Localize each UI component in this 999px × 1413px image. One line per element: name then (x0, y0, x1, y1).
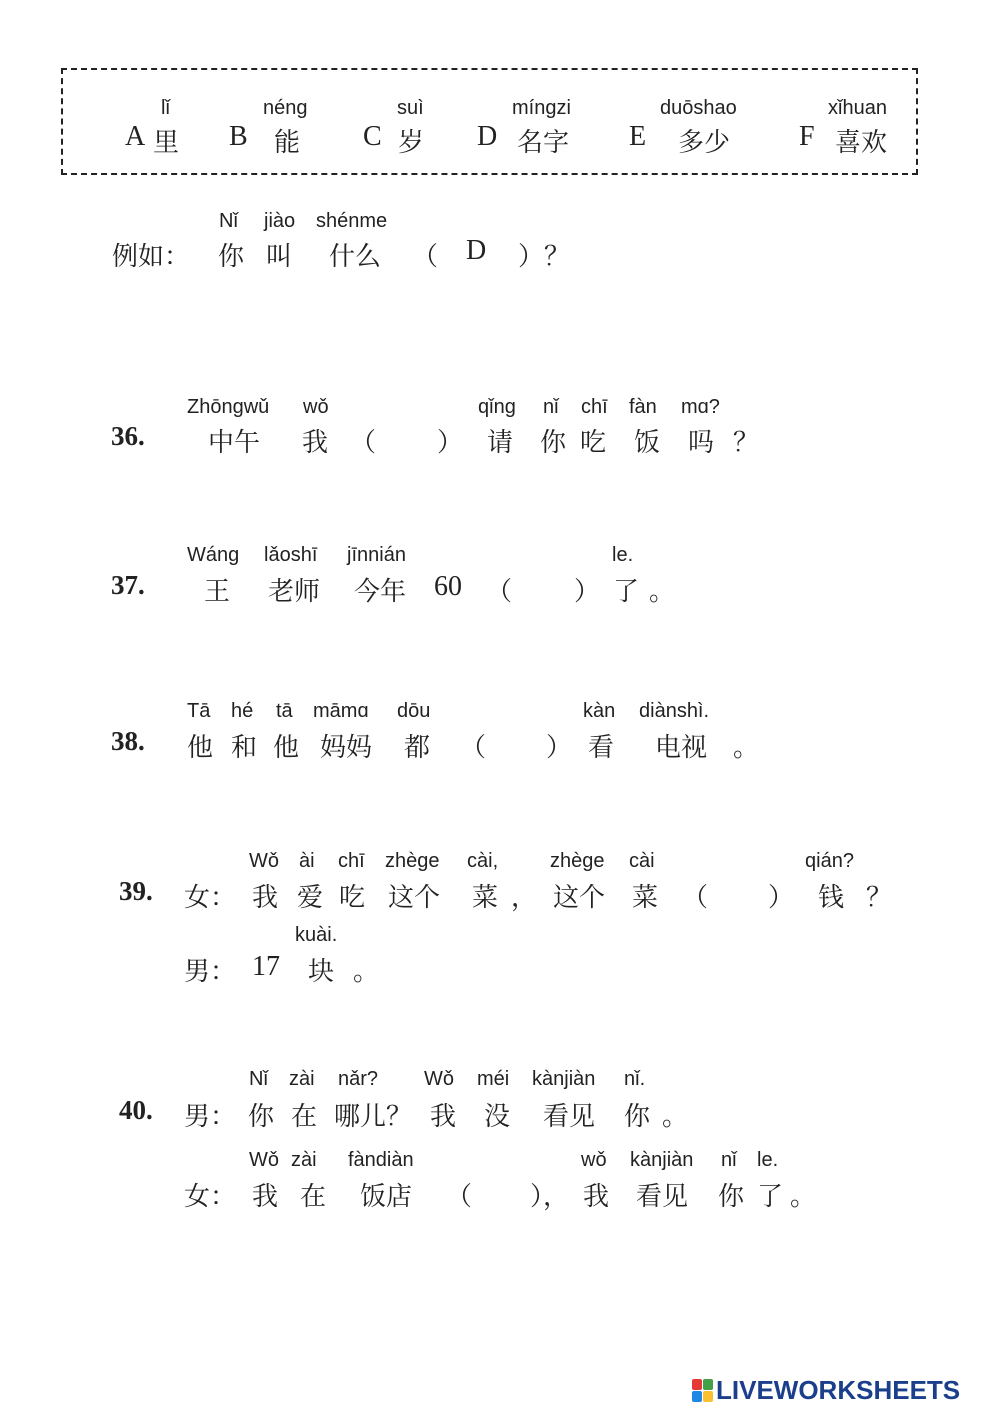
q39-pinyin-7: cài (629, 850, 655, 872)
q40-hanzi-11: 我 (583, 1182, 610, 1212)
q40-pinyin-10: fàndiàn (348, 1149, 414, 1171)
word-bank-pinyin-d: míngzi (512, 97, 571, 119)
q40-close-paren: ）， (530, 1182, 570, 1212)
q40-number: 40. (119, 1095, 153, 1125)
q36-pinyin-7: mɑ? (681, 396, 720, 418)
q40-hanzi-2: 在 (291, 1102, 318, 1132)
q39-pinyin-4: zhège (385, 850, 440, 872)
q36-hanzi-7: 吗 (688, 428, 715, 458)
q38-pinyin-6: kàn (583, 700, 616, 722)
example-open-paren: （ (412, 242, 439, 272)
q39-pinyin-1: Wǒ (249, 850, 279, 872)
q38-hanzi-3: 他 (273, 733, 300, 763)
example-pinyin-3: shénme (316, 210, 388, 232)
q38-hanzi-4: 妈妈 (320, 733, 373, 763)
q40-period-2: 。 (790, 1182, 817, 1212)
word-bank-letter-e: E (629, 121, 647, 152)
q37-pinyin-2: lǎoshī (264, 544, 318, 566)
example-close-paren: ）？ (518, 242, 571, 272)
q37-hanzi-4: 60 (434, 571, 462, 602)
q39-hanzi-4: 这个 (388, 883, 441, 913)
word-bank-hanzi-c: 岁 (398, 128, 425, 158)
q38-hanzi-1: 他 (187, 733, 214, 763)
liveworksheets-brand-text: LIVEWORKSHEETS (716, 1374, 961, 1405)
q38-hanzi-2: 和 (231, 733, 258, 763)
q40-pinyin-14: le. (757, 1149, 779, 1171)
q40-hanzi-1: 你 (248, 1102, 275, 1132)
q36-pinyin-4: nǐ (543, 396, 559, 418)
q37-hanzi-5: 了 (613, 577, 640, 607)
q39-hanzi-7: 菜 (632, 883, 659, 913)
q37-period: 。 (649, 577, 676, 607)
word-bank-letter-a: A (125, 121, 146, 152)
q36-open-paren: （ (350, 428, 377, 458)
q36-number: 36. (111, 421, 145, 451)
q39-pinyin-8: qián? (805, 850, 854, 872)
q36-hanzi-2: 我 (302, 428, 329, 458)
word-bank-pinyin-e: duōshao (660, 97, 737, 119)
word-bank-letter-d: D (477, 121, 498, 152)
q40-hanzi-12: 看见 (636, 1182, 689, 1212)
q40-hanzi-5: 没 (484, 1102, 511, 1132)
q36-pinyin-3: qǐng (478, 396, 516, 418)
word-bank-pinyin-b: néng (263, 97, 308, 119)
q40-pinyin-13: nǐ (721, 1149, 737, 1171)
q40-pinyin-7: nǐ. (624, 1068, 646, 1090)
q36-close-paren: ） (437, 428, 464, 458)
q40-pinyin-6: kànjiàn (532, 1068, 596, 1090)
q40-hanzi-10: 饭店 (360, 1182, 413, 1212)
q38-pinyin-7: diànshì. (639, 700, 710, 722)
q37-hanzi-2: 老师 (268, 577, 321, 607)
example-pinyin-1: Nǐ (219, 210, 238, 232)
q39-hanzi-9: 17 (252, 951, 280, 982)
q37-pinyin-4: le. (612, 544, 634, 566)
q40-pinyin-1: Nǐ (249, 1068, 268, 1090)
q38-pinyin-3: tā (276, 700, 293, 722)
q36-hanzi-5: 吃 (580, 428, 607, 458)
word-bank-letter-c: C (363, 121, 382, 152)
q37-pinyin-1: Wáng (187, 544, 240, 566)
q36-hanzi-1: 中午 (208, 428, 261, 458)
q39-speaker-male: 男： (184, 957, 237, 987)
q39-hanzi-10: 块 (308, 957, 335, 987)
q38-hanzi-5: 都 (404, 733, 431, 763)
q40-pinyin-12: kànjiàn (630, 1149, 694, 1171)
q40-pinyin-2: zài (289, 1068, 315, 1090)
q36-pinyin-1: Zhōngwǔ (187, 396, 270, 418)
q40-pinyin-4: Wǒ (424, 1068, 454, 1090)
q40-pinyin-11: wǒ (581, 1149, 607, 1171)
q37-hanzi-1: 王 (204, 577, 231, 607)
q38-close-paren: ） (546, 733, 573, 763)
q40-hanzi-7: 你 (624, 1102, 651, 1132)
q39-hanzi-5: 菜 (472, 883, 499, 913)
q39-question-mark: ？ (866, 883, 893, 913)
example-answer: D (466, 235, 487, 266)
q39-period: 。 (353, 957, 380, 987)
q40-hanzi-4: 我 (430, 1102, 457, 1132)
word-bank-pinyin-a: lǐ (161, 97, 170, 119)
q37-hanzi-3: 今年 (354, 577, 407, 607)
q39-pinyin-6: zhège (550, 850, 605, 872)
q40-speaker-female: 女： (184, 1182, 237, 1212)
q39-hanzi-3: 吃 (339, 883, 366, 913)
word-bank-hanzi-a: 里 (153, 128, 180, 158)
q39-hanzi-6: 这个 (553, 883, 606, 913)
q40-hanzi-6: 看见 (543, 1102, 596, 1132)
q38-number: 38. (111, 726, 145, 756)
liveworksheets-logo[interactable] (692, 1376, 960, 1404)
word-bank-hanzi-e: 多少 (678, 128, 731, 158)
example-pinyin-2: jiào (264, 210, 296, 232)
q39-number: 39. (119, 876, 153, 906)
q39-close-paren: ） (768, 883, 795, 913)
q40-period: 。 (662, 1102, 689, 1132)
word-bank-letter-f: F (799, 121, 815, 152)
example-hanzi-1: 你 (218, 242, 245, 272)
liveworksheets-logo-icon (692, 1379, 712, 1401)
q38-pinyin-2: hé (231, 700, 254, 722)
q39-hanzi-2: 爱 (297, 883, 324, 913)
q37-close-paren: ） (574, 577, 601, 607)
q37-pinyin-3: jīnnián (347, 544, 406, 566)
example-hanzi-3: 什么 (329, 242, 382, 272)
q39-hanzi-1: 我 (252, 883, 279, 913)
q37-number: 37. (111, 570, 145, 600)
q38-pinyin-1: Tā (187, 700, 211, 722)
q40-hanzi-14: 了 (757, 1182, 784, 1212)
q36-question-mark: ？ (733, 428, 760, 458)
q40-pinyin-9: zài (291, 1149, 317, 1171)
q38-pinyin-5: dōu (397, 700, 431, 722)
q40-pinyin-8: Wǒ (249, 1149, 279, 1171)
q38-open-paren: （ (460, 733, 487, 763)
q38-pinyin-4: māmɑ (313, 700, 369, 722)
q37-open-paren: （ (486, 577, 513, 607)
q39-pinyin-2: ài (299, 850, 315, 872)
q40-open-paren: （ (446, 1182, 473, 1212)
word-bank-letter-b: B (229, 121, 248, 152)
q39-pinyin-9: kuài. (295, 924, 338, 946)
word-bank-hanzi-b: 能 (274, 128, 301, 158)
q39-pinyin-3: chī (338, 850, 365, 872)
q36-pinyin-5: chī (581, 396, 608, 418)
example-label: 例如： (112, 242, 191, 272)
q40-speaker-male: 男： (184, 1102, 237, 1132)
word-bank-hanzi-d: 名字 (517, 128, 570, 158)
q39-hanzi-8: 钱 (818, 883, 845, 913)
q39-speaker-female: 女： (184, 883, 237, 913)
example-hanzi-2: 叫 (266, 242, 293, 272)
q39-pinyin-5: cài, (467, 850, 499, 872)
q40-hanzi-13: 你 (718, 1182, 745, 1212)
word-bank-pinyin-c: suì (397, 97, 424, 119)
word-bank-hanzi-f: 喜欢 (835, 128, 888, 158)
q36-hanzi-3: 请 (487, 428, 514, 458)
q38-hanzi-6: 看 (588, 733, 615, 763)
q40-hanzi-3: 哪儿？ (334, 1102, 413, 1132)
q36-pinyin-2: wǒ (303, 396, 329, 418)
q39-comma: ， (511, 883, 538, 913)
q38-period: 。 (733, 733, 760, 763)
q36-pinyin-6: fàn (629, 396, 657, 418)
q36-hanzi-4: 你 (540, 428, 567, 458)
q40-pinyin-5: méi (477, 1068, 510, 1090)
q39-open-paren: （ (682, 883, 709, 913)
q40-hanzi-9: 在 (300, 1182, 327, 1212)
q38-hanzi-7: 电视 (655, 733, 708, 763)
q36-hanzi-6: 饭 (634, 428, 661, 458)
word-bank-pinyin-f: xǐhuan (828, 97, 887, 119)
q40-hanzi-8: 我 (252, 1182, 279, 1212)
q40-pinyin-3: nǎr? (338, 1068, 379, 1090)
